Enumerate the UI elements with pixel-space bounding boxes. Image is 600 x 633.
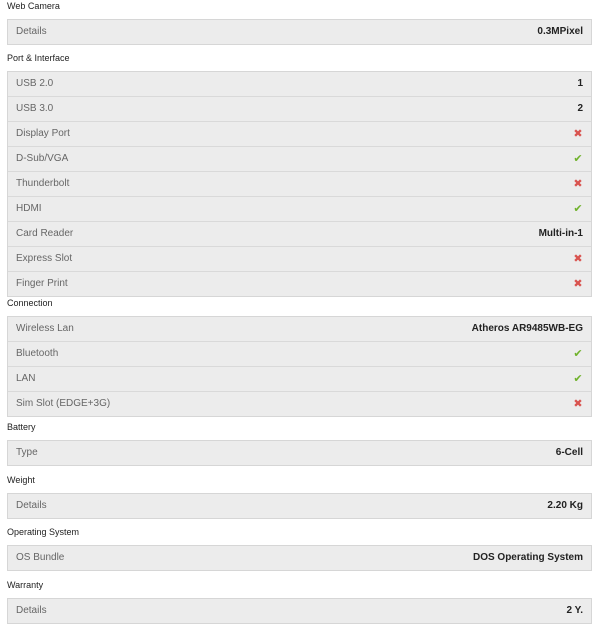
spec-label: Details [16,605,47,616]
section-web-camera [7,19,592,45]
spec-label: D-Sub/VGA [16,153,69,164]
section-battery [7,440,592,466]
section-operating-system [7,545,592,571]
spec-value: Atheros AR9485WB-EG [471,323,583,334]
section-title-connection: Connection [7,298,53,308]
spec-label: OS Bundle [16,552,65,563]
spec-label: Express Slot [16,253,73,264]
spec-row [8,96,591,121]
spec-value: 2 Y. [566,605,583,616]
spec-label: Bluetooth [16,348,59,359]
spec-label: Card Reader [16,228,74,239]
spec-row [8,72,591,96]
spec-row [8,366,591,391]
spec-row [8,20,591,44]
spec-row [8,599,591,623]
check-icon: ✔ [573,348,583,360]
spec-row [8,246,591,271]
spec-row [8,146,591,171]
spec-label: Display Port [16,128,70,139]
spec-label: Details [16,26,47,37]
check-icon: ✔ [573,153,583,165]
spec-row [8,221,591,246]
spec-label: Sim Slot (EDGE+3G) [16,398,111,409]
section-title-weight: Weight [7,475,35,485]
section-title-operating-system: Operating System [7,527,80,537]
spec-label: LAN [16,373,36,384]
section-title-port-interface: Port & Interface [7,53,70,63]
cross-icon: ✖ [573,128,583,140]
spec-label: Thunderbolt [16,178,70,189]
spec-label: Type [16,447,38,458]
spec-row [8,546,591,570]
cross-icon: ✖ [573,398,583,410]
spec-value: 2.20 Kg [547,500,583,511]
spec-value: 0.3MPixel [537,26,583,37]
spec-row [8,171,591,196]
section-title-web-camera: Web Camera [7,1,60,11]
spec-row [8,317,591,341]
spec-label: USB 2.0 [16,78,54,89]
spec-row [8,271,591,296]
spec-label: Finger Print [16,278,68,289]
spec-label: HDMI [16,203,42,214]
spec-row [8,494,591,518]
spec-row [8,341,591,366]
spec-value: 1 [577,78,583,89]
spec-label: Wireless Lan [16,323,74,334]
section-connection [7,316,592,417]
spec-label: USB 3.0 [16,103,54,114]
spec-value: DOS Operating System [472,552,583,563]
section-title-battery: Battery [7,422,36,432]
section-title-warranty: Warranty [7,580,44,590]
check-icon: ✔ [573,373,583,385]
spec-row [8,121,591,146]
check-icon: ✔ [573,203,583,215]
spec-row [8,196,591,221]
cross-icon: ✖ [573,253,583,265]
spec-row [8,391,591,416]
spec-value: 2 [577,103,583,114]
section-warranty [7,598,592,624]
spec-value: 6-Cell [555,447,583,458]
section-weight [7,493,592,519]
cross-icon: ✖ [573,178,583,190]
cross-icon: ✖ [573,278,583,290]
section-port-interface [7,71,592,297]
spec-value: Multi-in-1 [538,228,583,239]
spec-row [8,441,591,465]
spec-label: Details [16,500,47,511]
